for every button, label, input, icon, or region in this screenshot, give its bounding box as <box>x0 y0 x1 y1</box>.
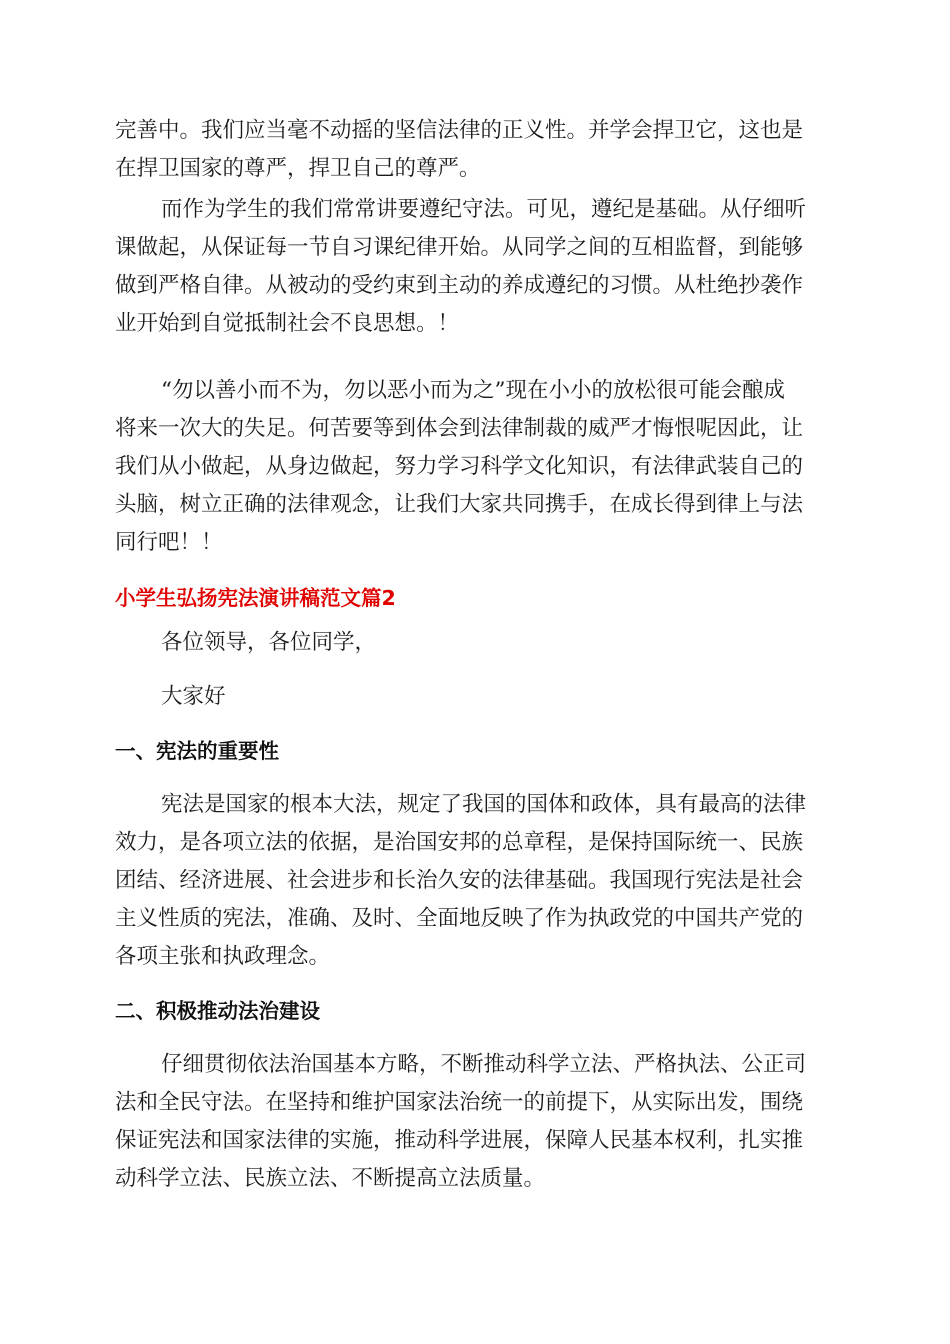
section-2-paragraph <box>115 1046 835 1198</box>
text-line: 业开始到自觉抵制社会不良思想。！ <box>115 311 460 336</box>
text-line: 保证宪法和国家法律的实施，推动科学进展，保障人民基本权利，扎实推 <box>115 1128 804 1153</box>
text-line: 宪法是国家的根本大法，规定了我国的国体和政体，具有最高的法律 <box>161 792 807 817</box>
text-line: 我们从小做起，从身边做起，努力学习科学文化知识，有法律武装自己的 <box>115 454 804 479</box>
paragraph-2 <box>115 191 835 343</box>
text-line: 而作为学生的我们常常讲要遵纪守法。可见，遵纪是基础。从仔细听 <box>161 197 807 222</box>
text-line: 做到严格自律。从被动的受约束到主动的养成遵纪的习惯。从杜绝抄袭作 <box>115 273 804 298</box>
section-1-paragraph <box>115 786 835 976</box>
text-line: 完善中。我们应当毫不动摇的坚信法律的正义性。并学会捍卫它，这也是 <box>115 118 804 143</box>
section-1-heading: 一、宪法的重要性 <box>115 739 279 763</box>
text-line: 在捍卫国家的尊严，捍卫自己的尊严。 <box>115 156 481 181</box>
text-line: 团结、经济进展、社会进步和长治久安的法律基础。我国现行宪法是社会 <box>115 868 804 893</box>
text-line: 动科学立法、民族立法、不断提高立法质量。 <box>115 1166 546 1191</box>
text-line: 将来一次大的失足。何苦要等到体会到法律制裁的威严才悔恨呢因此，让 <box>115 416 804 441</box>
paragraph-1 <box>115 112 835 188</box>
text-line: 各项主张和执政理念。 <box>115 944 331 969</box>
text-line: 效力，是各项立法的依据，是治国安邦的总章程，是保持国际统一、民族 <box>115 830 804 855</box>
paragraph-3 <box>115 372 835 562</box>
section-2-heading: 二、积极推动法治建设 <box>115 999 320 1023</box>
text-line: 同行吧！！ <box>115 530 223 555</box>
text-line: 仔细贯彻依法治国基本方略，不断推动科学立法、严格执法、公正司 <box>161 1052 807 1077</box>
greeting-line: 各位领导，各位同学， <box>161 630 377 655</box>
text-line: 主义性质的宪法，准确、及时、全面地反映了作为执政党的中国共产党的 <box>115 906 804 931</box>
hello-line: 大家好 <box>161 684 226 709</box>
text-line: 课做起，从保证每一节自习课纪律开始。从同学之间的互相监督，到能够 <box>115 235 804 260</box>
text-line: 法和全民守法。在坚持和维护国家法治统一的前提下，从实际出发，围绕 <box>115 1090 804 1115</box>
text-line: “勿以善小而不为，勿以恶小而为之”现在小小的放松很可能会酿成 <box>161 378 785 403</box>
text-line: 头脑，树立正确的法律观念，让我们大家共同携手，在成长得到律上与法 <box>115 492 804 517</box>
article-title: 小学生弘扬宪法演讲稿范文篇2 <box>115 586 396 610</box>
